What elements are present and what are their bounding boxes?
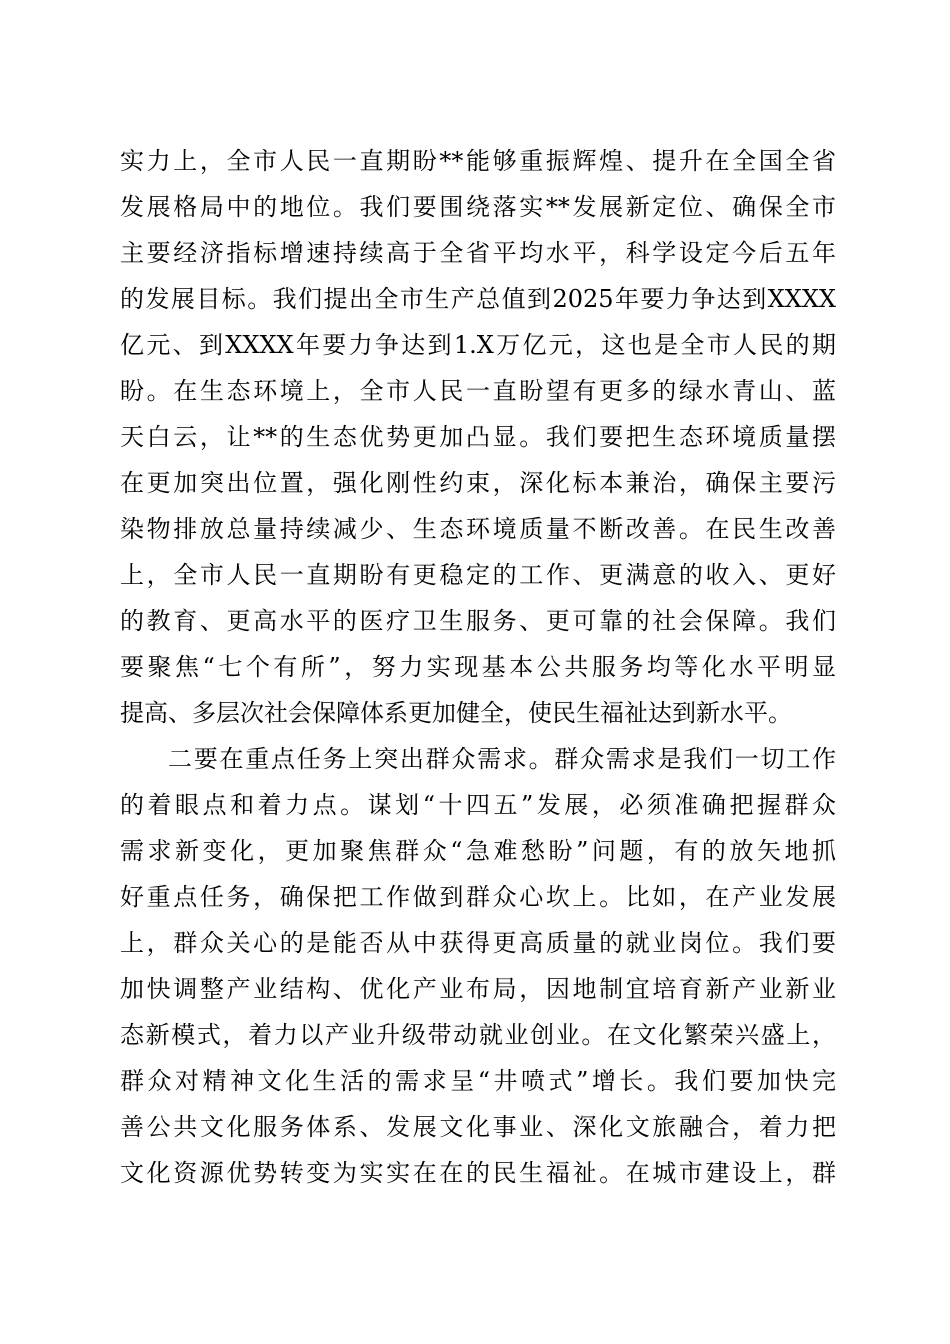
text-line: 要聚焦“七个有所”，努力实现基本公共服务均等化水平明显 bbox=[120, 653, 836, 681]
body-text bbox=[120, 138, 836, 1196]
text-line: 的着眼点和着力点。谋划“十四五”发展，必须准确把握群众 bbox=[120, 791, 836, 819]
text-line: 善公共文化服务体系、发展文化事业、深化文旅融合，着力把 bbox=[120, 1113, 836, 1141]
text-line: 加快调整产业结构、优化产业布局，因地制宜培育新产业新业 bbox=[120, 975, 836, 1003]
paragraph-start-line: 二要在重点任务上突出群众需求。群众需求是我们一切工作 bbox=[168, 745, 836, 773]
text-line: 实力上，全市人民一直期盼**能够重振辉煌、提升在全国全省 bbox=[120, 147, 836, 175]
text-line: 的发展目标。我们提出全市生产总值到2025年要力争达到XXXX bbox=[120, 285, 836, 313]
text-line: 上，全市人民一直期盼有更稳定的工作、更满意的收入、更好 bbox=[120, 561, 836, 589]
text-line: 天白云，让**的生态优势更加凸显。我们要把生态环境质量摆 bbox=[120, 423, 836, 451]
text-line: 盼。在生态环境上，全市人民一直盼望有更多的绿水青山、蓝 bbox=[120, 377, 836, 405]
text-line: 文化资源优势转变为实实在在的民生福祉。在城市建设上，群 bbox=[120, 1159, 836, 1187]
text-line: 上，群众关心的是能否从中获得更高质量的就业岗位。我们要 bbox=[120, 929, 836, 957]
text-line: 染物排放总量持续减少、生态环境质量不断改善。在民生改善 bbox=[120, 515, 836, 543]
text-line: 亿元、到XXXX年要力争达到1.X万亿元，这也是全市人民的期 bbox=[120, 331, 836, 359]
text-line: 在更加突出位置，强化刚性约束，深化标本兼治，确保主要污 bbox=[120, 469, 836, 497]
text-line: 发展格局中的地位。我们要围绕落实**发展新定位、确保全市 bbox=[120, 193, 836, 221]
text-line: 主要经济指标增速持续高于全省平均水平，科学设定今后五年 bbox=[120, 239, 836, 267]
text-line: 群众对精神文化生活的需求呈“井喷式”增长。我们要加快完 bbox=[120, 1067, 836, 1095]
text-line: 的教育、更高水平的医疗卫生服务、更可靠的社会保障。我们 bbox=[120, 607, 836, 635]
text-line: 需求新变化，更加聚焦群众“急难愁盼”问题，有的放矢地抓 bbox=[120, 837, 836, 865]
text-line: 态新模式，着力以产业升级带动就业创业。在文化繁荣兴盛上， bbox=[120, 1021, 836, 1049]
paragraph-end-line: 提高、多层次社会保障体系更加健全，使民生福祉达到新水平。 bbox=[120, 699, 792, 727]
text-line: 好重点任务，确保把工作做到群众心坎上。比如，在产业发展 bbox=[120, 883, 836, 911]
